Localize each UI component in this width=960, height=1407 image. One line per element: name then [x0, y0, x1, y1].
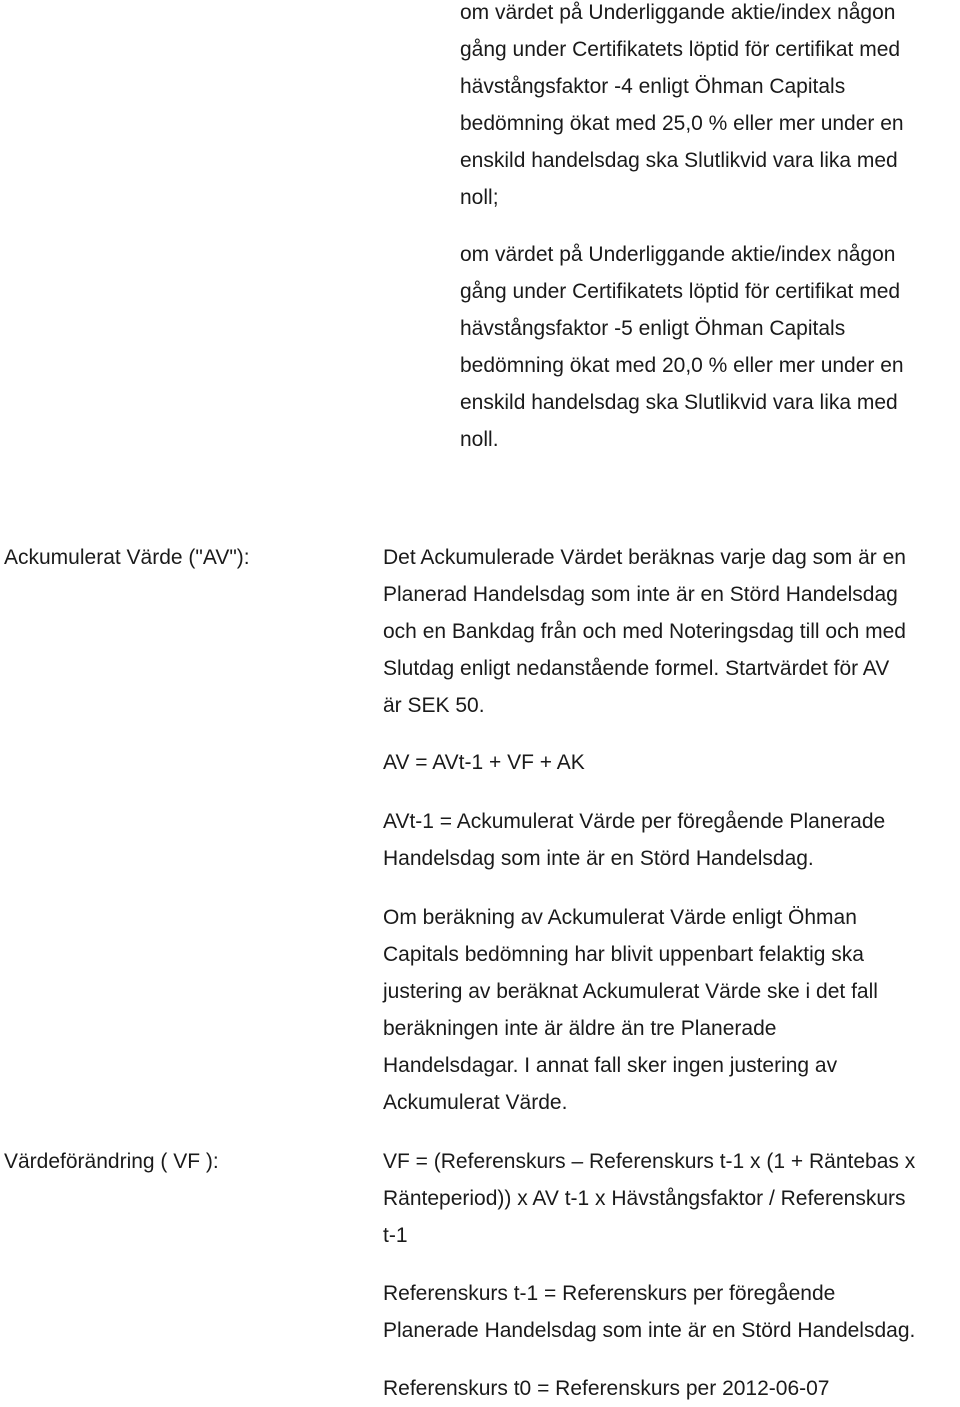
- clause-leverage-4: [460, 0, 904, 216]
- text-line: Slutdag enligt nedanstående formel. Startvärdet för AV: [383, 657, 890, 680]
- text-line: justering av beräknat Ackumulerat Värde ske i det fall: [383, 980, 878, 1003]
- av-description: [383, 539, 906, 724]
- text-line: AVt-1 = Ackumulerat Värde per föregående Planerade: [383, 810, 886, 833]
- vf-formula: [383, 1143, 915, 1254]
- text-line: bedömning ökat med 20,0 % eller mer under en: [460, 354, 904, 377]
- text-line: AV = AVt-1 + VF + AK: [383, 751, 585, 774]
- text-line: är SEK 50.: [383, 694, 485, 717]
- text-line: Planerade Handelsdag som inte är en Störd Handelsdag.: [383, 1319, 916, 1342]
- text-line: enskild handelsdag ska Slutlikvid vara lika med: [460, 391, 898, 414]
- text-line: noll;: [460, 186, 499, 209]
- av-correction-clause: [383, 899, 878, 1121]
- text-line: Referenskurs t0 = Referenskurs per 2012-06-07: [383, 1377, 830, 1400]
- text-line: hävstångsfaktor -4 enligt Öhman Capitals: [460, 75, 846, 98]
- referenskurs-t-1-definition: [383, 1275, 915, 1349]
- text-line: t-1: [383, 1224, 408, 1247]
- text-line: Om beräkning av Ackumulerat Värde enligt Öhman: [383, 906, 857, 929]
- text-line: Referenskurs t-1 = Referenskurs per föregående: [383, 1282, 836, 1305]
- text-line: Det Ackumulerade Värdet beräknas varje dag som är en: [383, 546, 906, 569]
- definition-term-vf: Värdeförändring ( VF ):: [4, 1150, 219, 1173]
- definition-term-av: Ackumulerat Värde ("AV"):: [4, 546, 250, 569]
- text-line: beräkningen inte är äldre än tre Planerade: [383, 1017, 777, 1040]
- text-line: Capitals bedömning har blivit uppenbart felaktig ska: [383, 943, 864, 966]
- text-line: bedömning ökat med 25,0 % eller mer under en: [460, 112, 904, 135]
- text-line: noll.: [460, 428, 499, 451]
- text-line: Ränteperiod)) x AV t-1 x Hävstångsfaktor / Referenskurs: [383, 1187, 906, 1210]
- text-line: Handelsdag som inte är en Störd Handelsdag.: [383, 847, 814, 870]
- avt-1-definition: [383, 803, 885, 877]
- clause-leverage-5: [460, 236, 904, 458]
- text-line: VF = (Referenskurs – Referenskurs t-1 x (1 + Räntebas x: [383, 1150, 916, 1173]
- text-line: enskild handelsdag ska Slutlikvid vara lika med: [460, 149, 898, 172]
- text-line: Planerad Handelsdag som inte är en Störd Handelsdag: [383, 583, 898, 606]
- text-line: Handelsdagar. I annat fall sker ingen justering av: [383, 1054, 838, 1077]
- text-line: Ackumulerat Värde.: [383, 1091, 568, 1114]
- text-line: om värdet på Underliggande aktie/index någon: [460, 243, 896, 266]
- text-line: gång under Certifikatets löptid för certifikat med: [460, 38, 901, 61]
- text-line: och en Bankdag från och med Noteringsdag till och med: [383, 620, 906, 643]
- text-line: om värdet på Underliggande aktie/index någon: [460, 1, 896, 24]
- text-line: gång under Certifikatets löptid för certifikat med: [460, 280, 901, 303]
- av-formula: [383, 744, 585, 781]
- text-line: hävstångsfaktor -5 enligt Öhman Capitals: [460, 317, 846, 340]
- referenskurs-t0-definition: [383, 1370, 830, 1407]
